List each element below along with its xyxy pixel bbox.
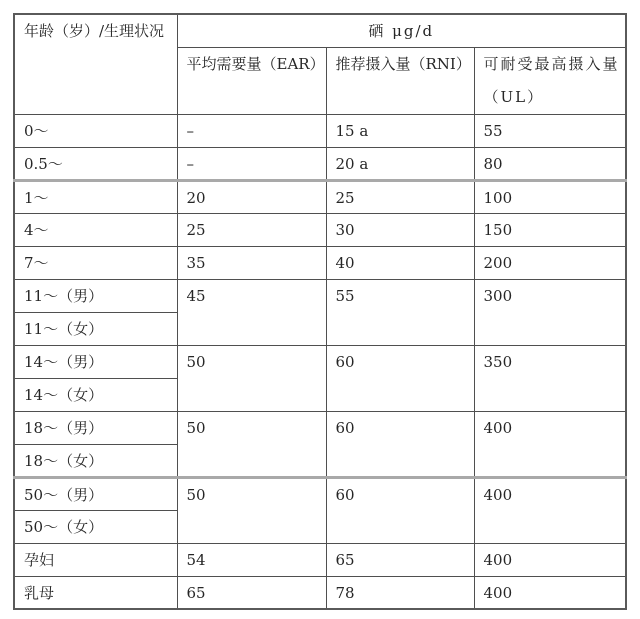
ear-cell: 25: [177, 213, 326, 246]
age-cell: 50～（女）: [14, 510, 177, 543]
table-row: [14, 477, 626, 510]
ear-cell: 54: [177, 543, 326, 576]
ul-cell: 100: [474, 180, 626, 213]
ul-cell: 55: [474, 114, 626, 147]
rni-cell: 55: [326, 279, 474, 345]
table-row: [14, 180, 626, 213]
ear-column-header: 平均需要量（EAR）: [177, 47, 326, 114]
table-header-row-1: [14, 14, 626, 47]
rni-cell: 78: [326, 576, 474, 609]
age-cell: 0.5～: [14, 147, 177, 180]
selenium-intake-table: [13, 13, 627, 610]
rni-cell: 30: [326, 213, 474, 246]
age-cell: 14～（女）: [14, 378, 177, 411]
table-row: [14, 345, 626, 378]
rni-column-header: 推荐摄入量（RNI）: [326, 47, 474, 114]
ul-cell: 300: [474, 279, 626, 345]
age-cell: 14～（男）: [14, 345, 177, 378]
rni-cell: 60: [326, 477, 474, 543]
age-column-header: 年龄（岁）/生理状况: [14, 14, 177, 114]
age-cell: 7～: [14, 246, 177, 279]
age-cell: 11～（男）: [14, 279, 177, 312]
ul-cell: 350: [474, 345, 626, 411]
rni-cell: 60: [326, 411, 474, 477]
ear-cell: –: [177, 147, 326, 180]
age-cell: 4～: [14, 213, 177, 246]
table-row: [14, 411, 626, 444]
ear-cell: –: [177, 114, 326, 147]
table-row: [14, 279, 626, 312]
age-cell: 18～（男）: [14, 411, 177, 444]
rni-cell: 25: [326, 180, 474, 213]
age-cell: 1～: [14, 180, 177, 213]
ul-cell: 200: [474, 246, 626, 279]
table-row: [14, 246, 626, 279]
age-cell: 0～: [14, 114, 177, 147]
ear-cell: 35: [177, 246, 326, 279]
ul-cell: 80: [474, 147, 626, 180]
age-cell: 50～（男）: [14, 477, 177, 510]
ul-cell: 400: [474, 543, 626, 576]
age-cell: 乳母: [14, 576, 177, 609]
rni-cell: 65: [326, 543, 474, 576]
table-row: [14, 114, 626, 147]
rni-cell: 20 a: [326, 147, 474, 180]
age-cell: 11～（女）: [14, 312, 177, 345]
age-cell: 孕妇: [14, 543, 177, 576]
table-row: [14, 213, 626, 246]
table-row: [14, 576, 626, 609]
selenium-unit-header: 硒 μg/d: [177, 14, 626, 47]
ear-cell: 50: [177, 477, 326, 543]
table-row: [14, 147, 626, 180]
ul-cell: 400: [474, 477, 626, 543]
age-cell: 18～（女）: [14, 444, 177, 477]
rni-cell: 15 a: [326, 114, 474, 147]
ear-cell: 50: [177, 411, 326, 477]
rni-cell: 60: [326, 345, 474, 411]
selenium-intake-table-page: [13, 13, 627, 610]
ul-column-header: 可耐受最高摄入量（UL）: [474, 47, 626, 114]
ul-cell: 400: [474, 411, 626, 477]
ear-cell: 65: [177, 576, 326, 609]
ul-cell: 400: [474, 576, 626, 609]
ul-cell: 150: [474, 213, 626, 246]
ear-cell: 20: [177, 180, 326, 213]
table-row: [14, 543, 626, 576]
ear-cell: 45: [177, 279, 326, 345]
rni-cell: 40: [326, 246, 474, 279]
ear-cell: 50: [177, 345, 326, 411]
